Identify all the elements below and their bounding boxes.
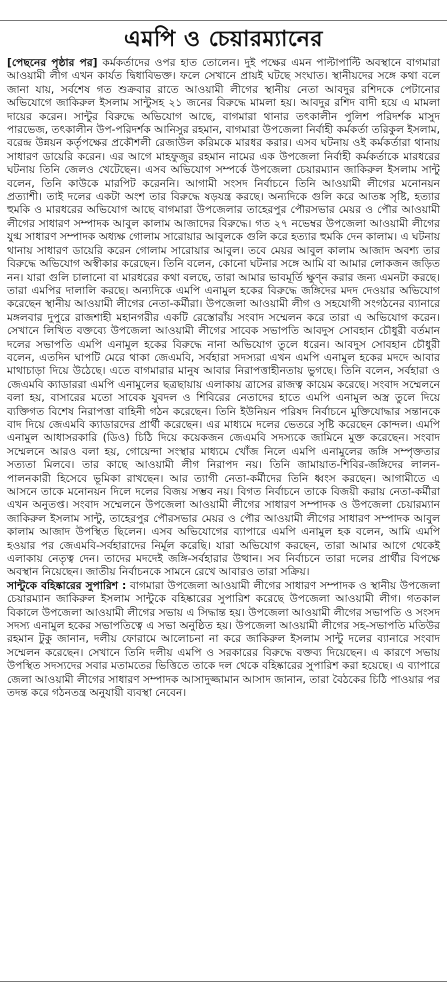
paragraph-text: বাগমারা উপজেলা আওয়ামী লীগের সাধারণ সম্পাদক ও স্থানীয় উপজেলা চেয়ারম্যান জাকিরুল ইসলাম সান্টুকে বহিষ্কারের সুপারিশ করেছে উপজেলা আওয়ামী লীগ। গতকাল বিকালে উপজেলা আওয়ামী লীগের সভায় এ সিদ্ধান্ত হয়। উপজেলা আওয়ামী লীগের সভাপতি ও সংসদ সদস্য এনামুল হকের সভাপতিত্বে এ সভা অনুষ্ঠিত হয়। উপজেলা আওয়ামী লীগের সহ-সভাপতি মতিউর রহমান টুকু জানান, দলীয় ফোরামে আলোচনা না করে জাকিরুল ইসলাম সান্টু দলের ব্যানারে সংবাদ সম্মেলন করেছেন। সেখানে তিনি দলীয় এমপি ও সরকারের বিরুদ্ধে বক্তব্য দিয়েছেন। এ কারণে সভায় উপস্থিত সদস্যদের সবার মতামতের ভিত্তিতে তাকে দল থেকে বহিষ্কারের সুপারিশ করা হয়েছে। এ ব্যাপারে জেলা আওয়ামী লীগের সাধারণ সম্পাদক আসাদুজ্জামান আসাদ জানান, তারা বৈঠকের চিঠি পাওয়ার পর তদন্ত করে গঠনতন্ত্র অনুযায়ী ব্যবস্থা নেবেন। xyxy=(7,579,440,700)
article-headline: এমপি ও চেয়ারম্যানের xyxy=(124,26,323,52)
article-body xyxy=(7,57,440,701)
article-paragraph xyxy=(7,57,440,580)
paragraph-text: কর্মকর্তাদের ওপর হাত তোলেন। দুই পক্ষের এমন পাল্টাপাল্টি অবস্থানে বাগমারা আওয়ামী লীগ এখন কার্যত দ্বিধাবিভক্ত। ফলে সেখানে প্রায়ই ঘটছে সংঘাত। স্থানীয়দের সঙ্গে কথা বলে জানা যায়, সর্বশেষ গত শুক্রবার রাতে আওয়ামী লীগের স্থানীয় নেতা আবদুর রশিদকে পেটানোর অভিযোগে জাকিরুল ইসলাম সান্টুসহ ২১ জনের বিরুদ্ধে মামলা হয়। আবদুর রশিদ বাদী হয়ে এ মামলা দায়ের করেন। সান্টুর বিরুদ্ধে অভিযোগ আছে, বাগমারা থানার তৎকালীন পুলিশ পরিদর্শক মাসুদ পারভেজ, তৎকালীন উপ-পরিদর্শক আনিসুর রহমান, বাগমারা উপজেলা নির্বাহী কর্মকর্তা তরিকুল ইসলাম, বরেন্দ্র উন্নয়ন কর্তৃপক্ষের প্রকৌশলী রেজাউল করিমকে মারধর করার। এসব ঘটনায় ওই কর্মকর্তারা থানায় সাধারণ ডায়েরি করেন। এর আগে মাহফুজুর রহমান নামের এক উপজেলা নির্বাহী কর্মকর্তাকে মারধরের ঘটনায় তিনি জেলও খেটেছেন। এসব অভিযোগ সম্পর্কে উপজেলা চেয়ারম্যান জাকিরুল ইসলাম সান্টু বলেন, তিনি কাউকে মারপিট করেননি। আগামী সংসদ নির্বাচনে তিনি আওয়ামী লীগের মনোনয়ন প্রত্যাশী। তাই দলের একটা অংশ তার বিরুদ্ধে ষড়যন্ত্র করছে। অন্যদিকে গুলি করে আতঙ্ক সৃষ্টি, হত্যার হুমকি ও মারধরের অভিযোগ আছে বাগমারা উপজেলার তাহেরপুর পৌরসভার মেয়র ও পৌর আওয়ামী লীগের সাধারণ সম্পাদক আবুল কালাম আজাদের বিরুদ্ধে। গত ২৭ নভেম্বর উপজেলা আওয়ামী লীগের যুগ্ম সাধারণ সম্পাদক অধ্যক্ষ গোলাম সারোয়ার আবুলকে গুলি করে হত্যার হুমকি দেন কালাম। এ ঘটনায় থানায় সাধারণ ডায়েরি করেন গোলাম সারোয়ার আবুল। তবে মেয়র আবুল কালাম আজাদ অবশ্য তার বিরুদ্ধে অভিযোগ অস্বীকার করেছেন। তিনি বলেন, কোনো ঘটনার সঙ্গে আমি বা আমার লোকজন জড়িত নন। যারা গুলি চালানো বা মারধরের কথা বলছে, তারা আমার ভাবমূর্তি ক্ষুণ্ন করার জন্য এমনটা করছে। তারা এমপির দালালি করছে। অন্যদিকে এমপি এনামুল হকের বিরুদ্ধে জঙ্গিদের মদদ দেওয়ার অভিযোগ করেছেন স্থানীয় আওয়ামী লীগের নেতা-কর্মীরা। উপজেলা আওয়ামী লীগ ও সহযোগী সংগঠনের ব্যানারে মঙ্গলবার দুপুরে রাজশাহী মহানগরীর একটি রেস্তোরাঁয় সংবাদ সম্মেলন করে তারা এ অভিযোগ করেন। সেখানে লিখিত বক্তব্যে উপজেলা আওয়ামী লীগের সাবেক সভাপতি আবদুস সোবহান চৌধুরী বর্তমান দলের সভাপতি এমপি এনামুল হকের বিরুদ্ধে নানা অভিযোগ তুলে ধরেন। আবদুস সোবহান চৌধুরী বলেন, এতদিন ঘাপটি মেরে থাকা জেএমবি, সর্বহারা সদস্যরা এখন এমপি এনামুল হকের মদদে আবার মাথাচাড়া দিয়ে উঠেছে। এতে বাগমারার মানুষ আবার নিরাপত্তাহীনতায় ভুগছে। তিনি বলেন, সর্বহারা ও জেএমবি ক্যাডাররা এমপি এনামুলের ছত্রছায়ায় এলাকায় ত্রাসের রাজত্ব কায়েম করেছে। সংবাদ সম্মেলনে বলা হয়, বাসারের মতো সাবেক যুবদল ও শিবিরের নেতাদের হাতে এমপি এনামুল অস্ত্র তুলে দিয়ে ব্যক্তিগত বিশেষ নিরাপত্তা বাহিনী গঠন করেছেন। তিনি ইউনিয়ন পরিষদ নির্বাচনে মুক্তিযোদ্ধার সন্তানকে বাদ দিয়ে জেএমবি ক্যাডারদের প্রার্থী করেছেন। এর মাধ্যমে দলের ভেতরে সৃষ্টি করেছেন কোন্দল। এমপি এনামুল আধাসরকারি (ডিও) চিঠি দিয়ে কয়েকজন জেএমবি সদস্যকে জামিনে মুক্ত করেছেন। সংবাদ সম্মেলনে আরও বলা হয়, গোয়েন্দা সংস্থার মাধ্যমে খোঁজ নিলে এমপি এনামুলের জঙ্গি সম্পৃক্ততার সত্যতা মিলবে। তার কাছে আওয়ামী লীগ নিরাপদ নয়। তিনি জামায়াত-শিবির-জঙ্গিদের লালন-পালনকারী হিসেবে ভূমিকা রাখছেন। আর ত্যাগী নেতা-কর্মীদের তিনি ধ্বংস করছেন। আগামীতে এ আসনে তাকে মনোনয়ন দিলে দলের বিজয় সম্ভব নয়। বিগত নির্বাচনে তাকে বিজয়ী করায় নেতা-কর্মীরা এখন অনুতপ্ত। সংবাদ সম্মেলনে উপজেলা আওয়ামী লীগের সাধারণ সম্পাদক ও উপজেলা চেয়ারম্যান জাকিরুল ইসলাম সান্টু, তাহেরপুর পৌরসভার মেয়র ও পৌর আওয়ামী লীগের সাধারণ সম্পাদক আবুল কালাম আজাদ উপস্থিত ছিলেন। এসব অভিযোগের ব্যাপারে এমপি এনামুল হক বলেন, আমি এমপি হওয়ার পর জেএমবি-সর্বহারাদের নির্মূল করেছি। যারা অভিযোগ করছেন, তারা আমার আগে থেকেই এলাকায় নেতৃত্ব দেন। তাদের মদদেই জঙ্গি-সর্বহারার উত্থান। সব নির্বাচনে তারা দলের প্রার্থীর বিপক্ষে অবস্থান নিয়েছেন। জাতীয় নির্বাচনকে সামনে রেখে আবারও তারা সক্রিয়। xyxy=(7,57,440,579)
continuation-label: [পেছনের পৃষ্ঠার পর] xyxy=(7,57,98,69)
article-paragraph xyxy=(7,580,440,701)
previous-article-fragment xyxy=(0,0,447,21)
next-article-fragment xyxy=(0,981,447,996)
section-subheading: সান্টুকে বহিষ্কারের সুপারিশ : xyxy=(7,579,127,592)
